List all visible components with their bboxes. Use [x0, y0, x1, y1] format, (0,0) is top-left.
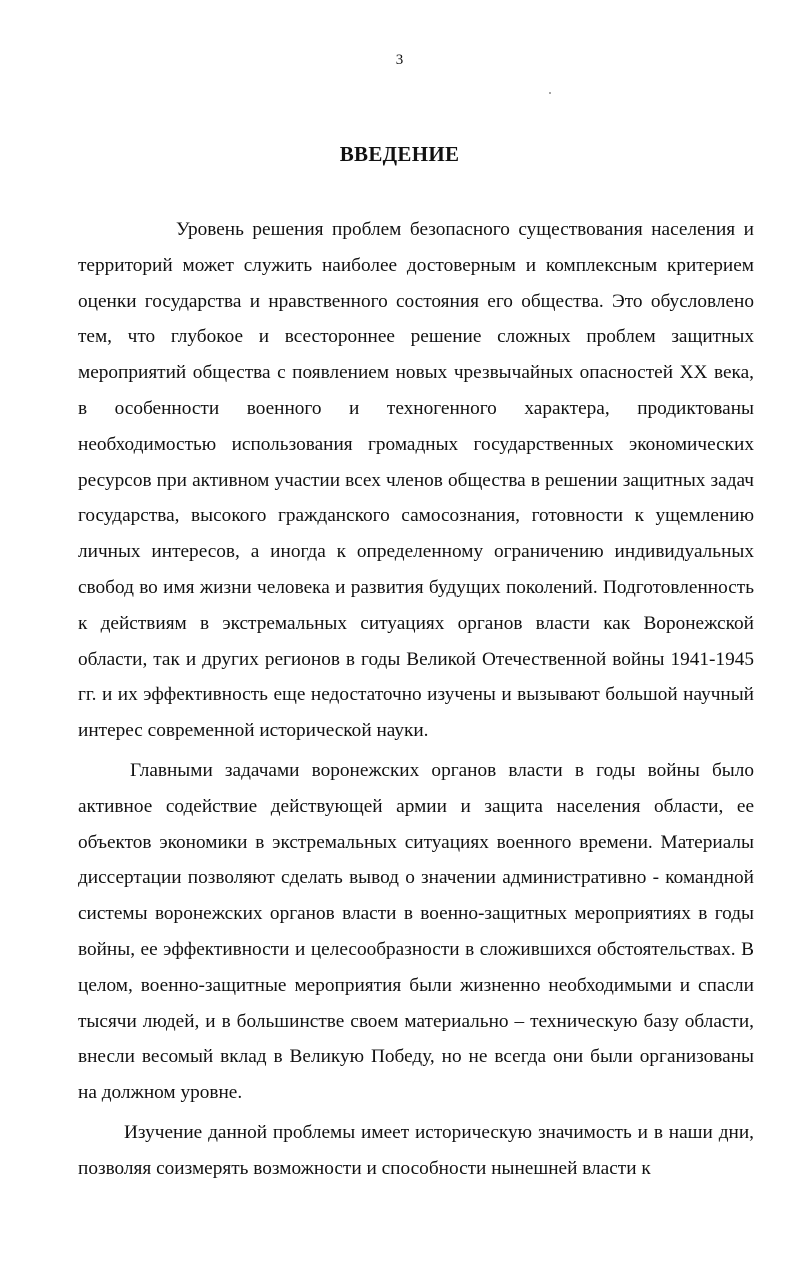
document-body [78, 212, 754, 1191]
paragraph: Изучение данной проблемы имеет историческую значимость и в наши дни, позволяя соизмерять возможности и способности нынешней власти к [78, 1121, 754, 1179]
page-title: ВВЕДЕНИЕ [339, 142, 460, 166]
scan-speck [549, 92, 551, 94]
paragraph: Уровень решения проблем безопасного существования населения и территорий может служить наиболее достоверным и комплексным критерием оценки государства и нравственного состояния его общества. Это обусловлено тем, что глубокое и всестороннее решение сложных проблем защитных мероприятий общества с появлением новых чрезвычайных опасностей XX века, в особенности военного и техногенного характера, продиктованы необходимостью использования громадных государственных экономических ресурсов при активном участии всех членов общества в решении защитных задач государства, высокого гражданского самосознания, готовности к ущемлению личных интересов, а иногда к определенному ограничению индивидуальных свобод во имя жизни человека и развития будущих поколений. Подготовленность к действиям в экстремальных ситуациях органов власти как Воронежской области, так и других регионов в годы Великой Отечественной войны 1941-1945 гг. и их эффективность еще недостаточно изучены и вызывают большой научный интерес современной исторической науки. [78, 219, 754, 742]
page-number: 3 [395, 52, 404, 68]
paragraph: Главными задачами воронежских органов власти в годы войны было активное содействие действующей армии и защита населения области, ее объектов экономики в экстремальных ситуациях военного времени. Материалы диссертации позволяют сделать вывод о значении административно - командной системы воронежских органов власти в военно-защитных мероприятиях в годы войны, ее эффективности и целесообразности в сложившихся обстоятельствах. В целом, военно-защитные мероприятия были жизненно необходимыми и спасли тысячи людей, и в большинстве своем материально – техническую базу области, внесли весомый вклад в Великую Победу, но не всегда они были организованы на должном уровне. [78, 759, 754, 1104]
